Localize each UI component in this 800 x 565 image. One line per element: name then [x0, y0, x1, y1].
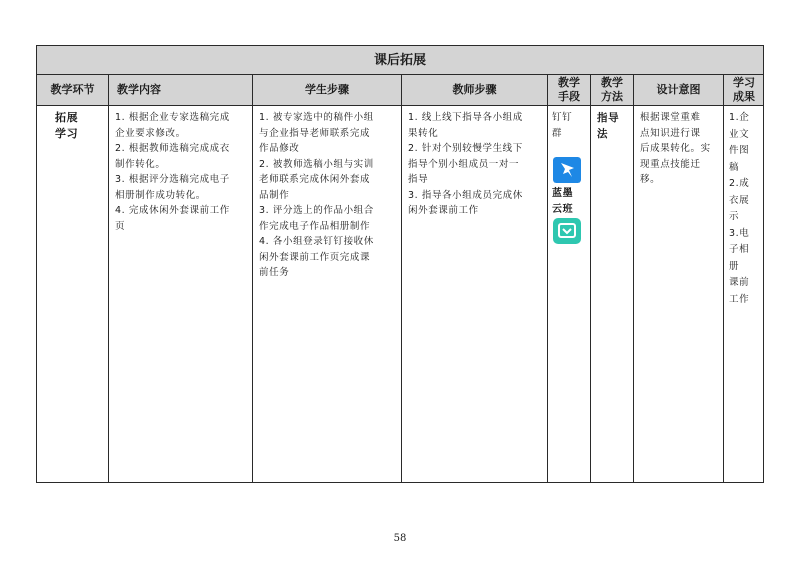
lesson-plan-table	[36, 45, 764, 483]
header-method: 教学 方法	[591, 75, 634, 105]
cell-intent: 根据课堂重难 点知识进行课 后成果转化。实 现重点技能迁 移。	[634, 106, 724, 482]
header-outcome: 学习 成果	[733, 76, 755, 103]
header-intent: 设计意图	[634, 75, 724, 105]
table-title: 课后拓展	[37, 46, 763, 75]
header-row	[37, 75, 763, 106]
cell-student-steps: 1. 被专家选中的稿件小组 与企业指导老师联系完成 作品修改 2. 被教师选稿小组与实训 老师联系完成休闲外套成 品制作 3. 评分选上的作品小组合 作完成电子作品相册制作 4. 各小组登录钉钉接收休 闲外套课前工作页完成课 前任务	[253, 106, 402, 482]
cell-outcome: 1.企 业文 件图 稿 2.成 衣展 示 3.电 子相 册 课前 工作	[729, 112, 750, 305]
cell-content: 1. 根据企业专家选稿完成 企业要求修改。 2. 根据教师选稿完成成衣 制作转化。 3. 根据评分选稿完成电子 相册制作成功转化。 4. 完成休闲外套课前工作 页	[109, 106, 253, 482]
table-row	[37, 106, 763, 482]
header-teacher: 教师步骤	[402, 75, 548, 105]
cell-means: 钉钉 群 蓝墨 云班	[548, 106, 591, 482]
header-means: 教学 手段	[548, 75, 591, 105]
cell-teacher-steps: 1. 线上线下指导各小组成 果转化 2. 针对个别较慢学生线下 指导个别小组成员一对一 指导 3. 指导各小组成员完成休 闲外套课前工作	[402, 106, 548, 482]
header-student: 学生步骤	[253, 75, 402, 105]
header-phase: 教学环节	[37, 75, 109, 105]
page-number: 58	[393, 533, 407, 544]
mosoteach-app-icon	[553, 218, 581, 244]
dingtalk-app-icon	[553, 157, 581, 183]
header-content: 教学内容	[109, 75, 253, 105]
cell-phase: 拓展 学习	[37, 106, 109, 482]
cell-method: 指导 法	[591, 106, 634, 482]
